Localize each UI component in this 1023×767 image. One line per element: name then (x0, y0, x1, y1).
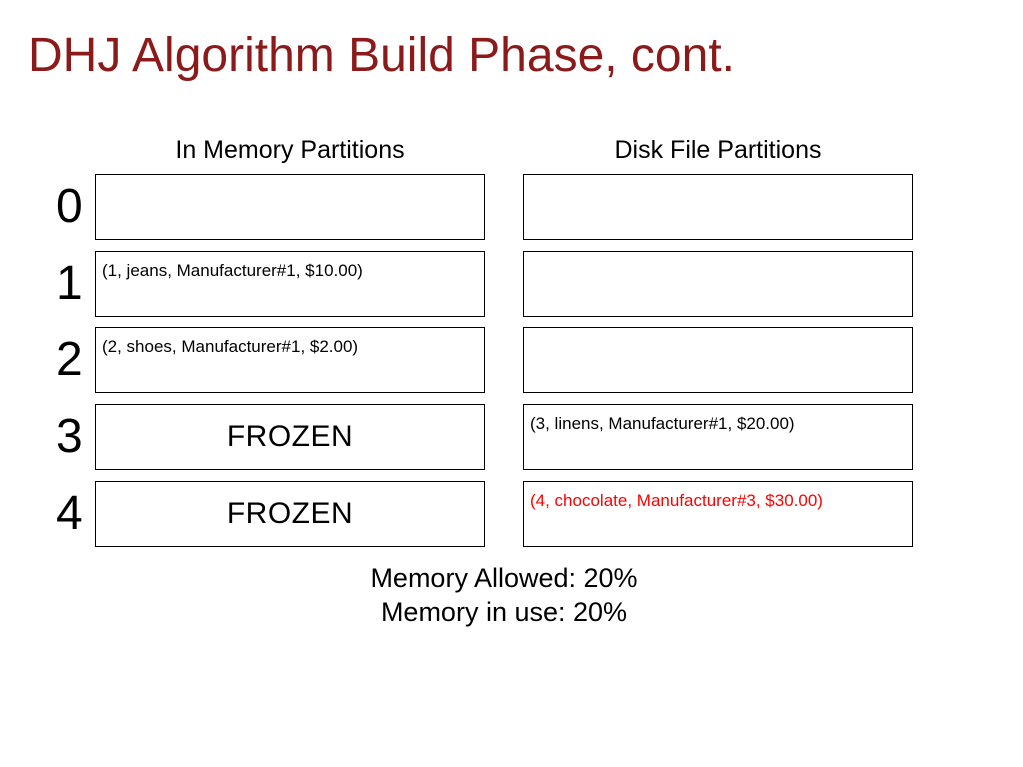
partition-number-3: 3 (56, 410, 83, 463)
disk-partition-0 (523, 174, 913, 240)
memory-partition-1 (95, 251, 485, 317)
disk-partition-2 (523, 327, 913, 393)
disk-partition-4-entry: (4, chocolate, Manufacturer#3, $30.00) (530, 491, 823, 510)
disk-partition-4 (523, 481, 913, 547)
memory-partition-2-entry: (2, shoes, Manufacturer#1, $2.00) (102, 337, 359, 356)
memory-partition-2 (95, 327, 485, 393)
disk-partitions-header: Disk File Partitions (614, 136, 822, 164)
memory-partition-4-frozen: FROZEN (226, 497, 354, 530)
memory-in-use-text: Memory in use: 20% (380, 597, 628, 627)
partition-number-1: 1 (56, 257, 83, 310)
disk-partition-3 (523, 404, 913, 470)
partition-number-2: 2 (56, 333, 83, 386)
memory-partition-1-entry: (1, jeans, Manufacturer#1, $10.00) (102, 261, 363, 280)
disk-partition-3-entry: (3, linens, Manufacturer#1, $20.00) (530, 414, 795, 433)
partition-number-4: 4 (56, 487, 83, 540)
slide-title: DHJ Algorithm Build Phase, cont. (28, 29, 735, 82)
memory-allowed-text: Memory Allowed: 20% (370, 563, 638, 593)
memory-partition-3-frozen: FROZEN (226, 420, 354, 453)
memory-partition-0 (95, 174, 485, 240)
disk-partition-1 (523, 251, 913, 317)
memory-partition-3 (95, 404, 485, 470)
partition-number-0: 0 (56, 180, 83, 233)
memory-partitions-header: In Memory Partitions (175, 136, 405, 164)
memory-partition-4 (95, 481, 485, 547)
